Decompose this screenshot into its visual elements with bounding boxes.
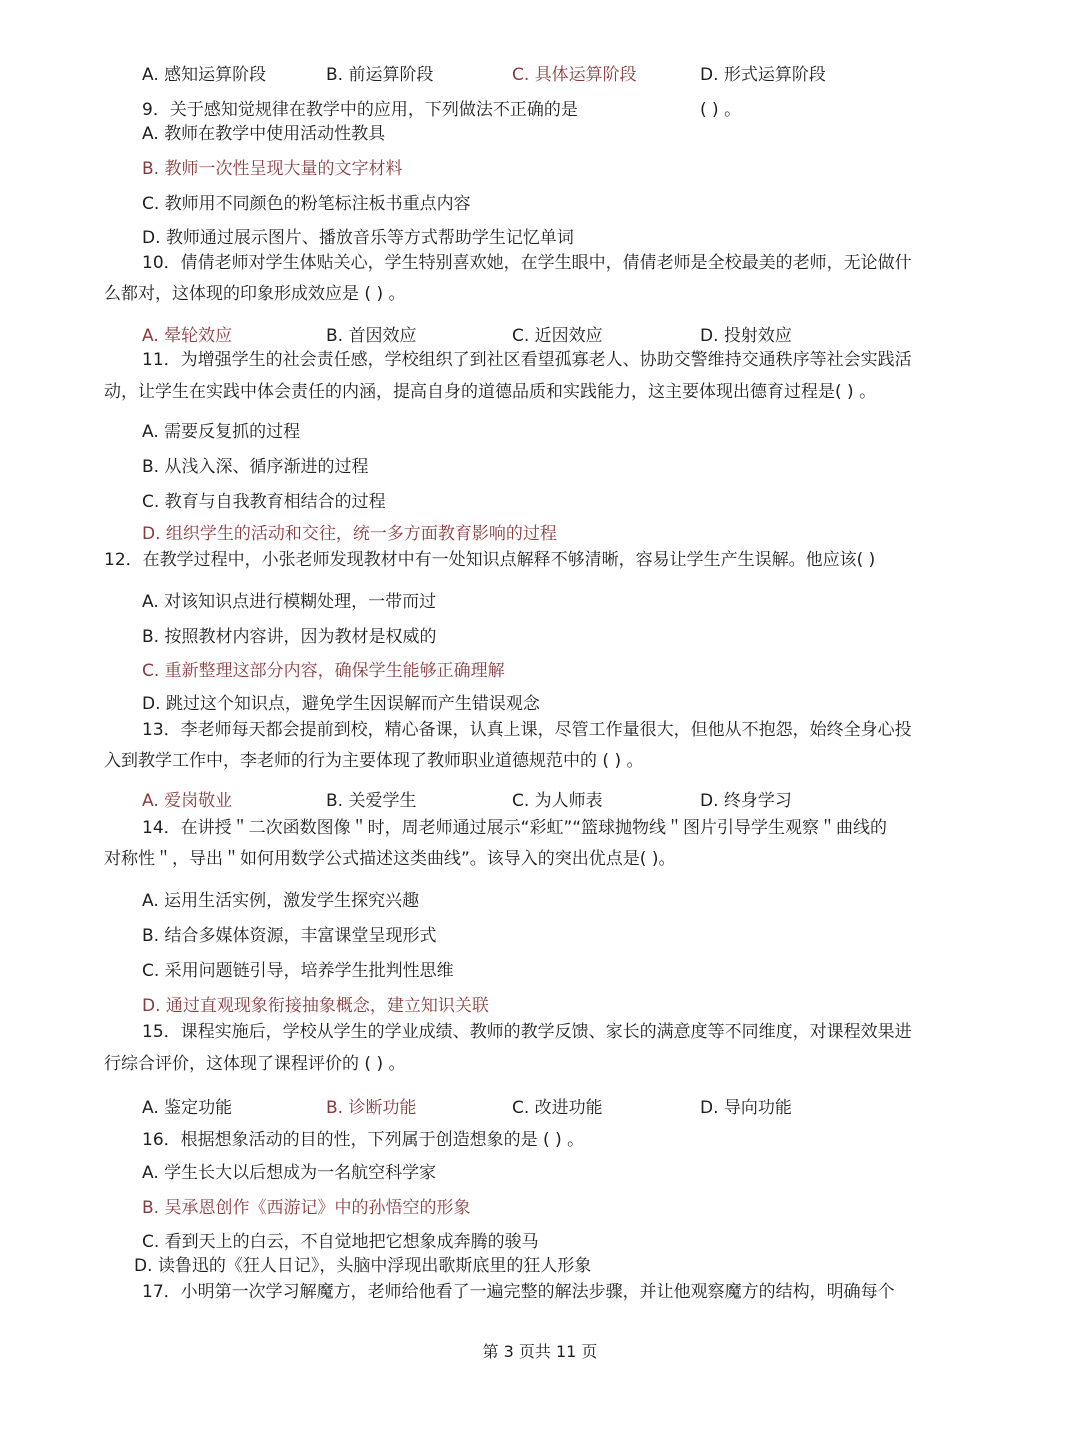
q11-option-c: C. 教育与自我教育相结合的过程 [142, 492, 386, 512]
q8-option-b: B. 前运算阶段 [326, 65, 434, 85]
q15-option-c: C. 改进功能 [512, 1098, 603, 1118]
q14-stem-line2: 对称性＂，导出＂如何用数学公式描述这类曲线”。该导入的突出优点是( )。 [104, 849, 676, 869]
q12-option-a: A. 对该知识点进行模糊处理，一带而过 [142, 592, 437, 612]
q11-option-d: D. 组织学生的活动和交往，统一多方面教育影响的过程 [142, 524, 557, 544]
q12-stem: 12．在教学过程中，小张老师发现教材中有一处知识点解释不够清晰，容易让学生产生误解。他应该( ) [104, 550, 876, 570]
q16-option-a: A. 学生长大以后想成为一名航空科学家 [142, 1163, 437, 1183]
q9-option-d: D. 教师通过展示图片、播放音乐等方式帮助学生记忆单词 [142, 228, 574, 248]
q14-option-d: D. 通过直观现象衔接抽象概念，建立知识关联 [142, 996, 489, 1016]
q14-option-a: A. 运用生活实例，激发学生探究兴趣 [142, 891, 420, 911]
q16-option-c: C. 看到天上的白云，不自觉地把它想象成奔腾的骏马 [142, 1232, 539, 1252]
q13-option-b: B. 关爱学生 [326, 791, 417, 811]
q13-stem-line2: 入到教学工作中，李老师的行为主要体现了教师职业道德规范中的 ( ) 。 [104, 751, 644, 771]
q15-option-d: D. 导向功能 [700, 1098, 792, 1118]
q8-option-a: A. 感知运算阶段 [142, 65, 267, 85]
q13-option-c: C. 为人师表 [512, 791, 603, 811]
q10-option-b: B. 首因效应 [326, 326, 417, 346]
q16-stem: 16．根据想象活动的目的性，下列属于创造想象的是 ( ) 。 [142, 1130, 585, 1150]
q14-stem-line1: 14．在讲授＂二次函数图像＂时，周老师通过展示“彩虹”“篮球抛物线＂图片引导学生观察＂曲线的 [142, 818, 888, 838]
q9-option-c: C. 教师用不同颜色的粉笔标注板书重点内容 [142, 194, 471, 214]
q13-option-d: D. 终身学习 [700, 791, 792, 811]
q13-option-a: A. 爱岗敬业 [142, 791, 233, 811]
q10-stem-line1: 10．倩倩老师对学生体贴关心，学生特别喜欢她，在学生眼中，倩倩老师是全校最美的老师，无论做什 [142, 253, 912, 273]
q9-option-a: A. 教师在教学中使用活动性教具 [142, 124, 386, 144]
q11-option-b: B. 从浅入深、循序渐进的过程 [142, 457, 369, 477]
q14-option-c: C. 采用问题链引导，培养学生批判性思维 [142, 961, 454, 981]
q9-option-b: B. 教师一次性呈现大量的文字材料 [142, 159, 403, 179]
q10-stem-line2: 么都对，这体现的印象形成效应是 ( ) 。 [104, 284, 406, 304]
q15-option-b: B. 诊断功能 [326, 1098, 417, 1118]
q14-option-b: B. 结合多媒体资源，丰富课堂呈现形式 [142, 926, 437, 946]
page-number: 第 3 页共 11 页 [482, 1342, 598, 1361]
q17-stem-line1: 17．小明第一次学习解魔方，老师给他看了一遍完整的解法步骤，并让他观察魔方的结构，明确每个 [142, 1282, 895, 1302]
q13-stem-line1: 13．李老师每天都会提前到校，精心备课，认真上课，尽管工作量很大，但他从不抱怨，始终全身心投 [142, 720, 912, 740]
q11-stem-line2: 动，让学生在实践中体会责任的内涵，提高自身的道德品质和实践能力，这主要体现出德育过程是( ) 。 [104, 382, 877, 402]
q9-stem: 9．关于感知觉规律在教学中的应用，下列做法不正确的是 [142, 100, 578, 120]
q10-option-d: D. 投射效应 [700, 326, 792, 346]
q10-option-c: C. 近因效应 [512, 326, 603, 346]
q12-option-b: B. 按照教材内容讲，因为教材是权威的 [142, 627, 437, 647]
q15-option-a: A. 鉴定功能 [142, 1098, 233, 1118]
q16-option-b: B. 吴承恩创作《西游记》中的孙悟空的形象 [142, 1198, 471, 1218]
q12-option-c: C. 重新整理这部分内容，确保学生能够正确理解 [142, 661, 505, 681]
q11-stem-line1: 11．为增强学生的社会责任感，学校组织了到社区看望孤寡老人、协助交警维持交通秩序等社会实践活 [142, 350, 912, 370]
q8-option-d: D. 形式运算阶段 [700, 65, 826, 85]
q15-stem-line1: 15．课程实施后，学校从学生的学业成绩、教师的教学反馈、家长的满意度等不同维度，对课程效果进 [142, 1022, 912, 1042]
q9-blank: ( ) 。 [700, 100, 742, 120]
q16-option-d: D. 读鲁迅的《狂人日记》，头脑中浮现出歌斯底里的狂人形象 [134, 1256, 592, 1276]
q10-option-a: A. 晕轮效应 [142, 326, 233, 346]
q15-stem-line2: 行综合评价，这体现了课程评价的 ( ) 。 [104, 1054, 406, 1074]
q12-option-d: D. 跳过这个知识点，避免学生因误解而产生错误观念 [142, 694, 540, 714]
q8-option-c: C. 具体运算阶段 [512, 65, 637, 85]
q11-option-a: A. 需要反复抓的过程 [142, 422, 301, 442]
